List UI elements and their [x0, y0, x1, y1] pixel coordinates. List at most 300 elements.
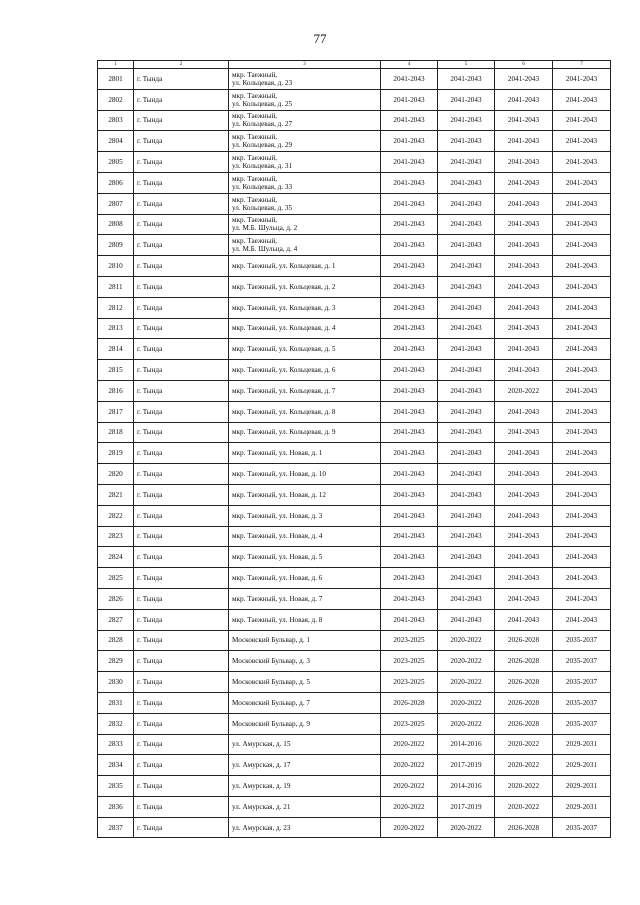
address-line: мкр. Таежный, — [232, 70, 278, 79]
address-line: мкр. Таежный, ул. Новая, д. 5 — [232, 553, 323, 562]
city-cell: г. Тында — [134, 69, 229, 90]
period-cell: 2041-2043 — [381, 443, 438, 464]
address-cell — [229, 692, 381, 713]
period-cell: 2041-2043 — [438, 568, 495, 589]
table-row — [98, 630, 611, 651]
column-header: 4 — [381, 61, 438, 69]
period-cell: 2041-2043 — [495, 131, 553, 152]
column-header: 2 — [134, 61, 229, 69]
address-line: мкр. Таежный, ул. Новая, д. 10 — [232, 470, 326, 479]
row-number: 2815 — [98, 360, 134, 381]
row-number: 2836 — [98, 796, 134, 817]
table-row — [98, 89, 611, 110]
period-cell: 2041-2043 — [438, 380, 495, 401]
city-cell: г. Тында — [134, 443, 229, 464]
period-cell: 2041-2043 — [438, 69, 495, 90]
city-cell: г. Тында — [134, 817, 229, 838]
city-cell: г. Тында — [134, 651, 229, 672]
row-number: 2809 — [98, 235, 134, 256]
period-cell: 2041-2043 — [438, 505, 495, 526]
period-cell: 2041-2043 — [495, 89, 553, 110]
row-number: 2832 — [98, 713, 134, 734]
row-number: 2808 — [98, 214, 134, 235]
period-cell: 2041-2043 — [495, 609, 553, 630]
period-cell: 2041-2043 — [381, 547, 438, 568]
city-cell: г. Тында — [134, 276, 229, 297]
city-cell: г. Тында — [134, 256, 229, 277]
row-number: 2807 — [98, 193, 134, 214]
address-line: ул. Кольцевая, д. 29 — [232, 141, 293, 150]
city-cell: г. Тында — [134, 422, 229, 443]
address-cell — [229, 380, 381, 401]
address-cell — [229, 547, 381, 568]
address-line: мкр. Таежный, ул. Новая, д. 7 — [232, 594, 323, 603]
period-cell: 2017-2019 — [438, 796, 495, 817]
city-cell: г. Тында — [134, 339, 229, 360]
table-row — [98, 69, 611, 90]
address-line: мкр. Таежный, ул. Новая, д. 8 — [232, 615, 323, 624]
table-row — [98, 193, 611, 214]
column-header: 6 — [495, 61, 553, 69]
period-cell: 2041-2043 — [381, 172, 438, 193]
row-number: 2823 — [98, 526, 134, 547]
period-cell: 2041-2043 — [438, 110, 495, 131]
period-cell: 2014-2016 — [438, 776, 495, 797]
period-cell: 2020-2022 — [381, 817, 438, 838]
address-line: мкр. Таежный, ул. Кольцевая, д. 4 — [232, 324, 336, 333]
period-cell: 2020-2022 — [495, 796, 553, 817]
address-table — [97, 60, 611, 838]
address-cell — [229, 734, 381, 755]
period-cell: 2041-2043 — [438, 609, 495, 630]
period-cell: 2041-2043 — [553, 276, 611, 297]
period-cell: 2041-2043 — [495, 484, 553, 505]
period-cell: 2014-2016 — [438, 734, 495, 755]
period-cell: 2041-2043 — [381, 318, 438, 339]
table-row — [98, 713, 611, 734]
city-cell: г. Тында — [134, 110, 229, 131]
period-cell: 2041-2043 — [553, 422, 611, 443]
city-cell: г. Тында — [134, 776, 229, 797]
address-cell — [229, 651, 381, 672]
period-cell: 2020-2022 — [495, 776, 553, 797]
address-cell — [229, 568, 381, 589]
period-cell: 2041-2043 — [438, 152, 495, 173]
row-number: 2834 — [98, 755, 134, 776]
row-number: 2821 — [98, 484, 134, 505]
period-cell: 2041-2043 — [553, 297, 611, 318]
city-cell: г. Тында — [134, 713, 229, 734]
period-cell: 2041-2043 — [381, 380, 438, 401]
address-line: мкр. Таежный, — [232, 133, 278, 142]
column-header: 3 — [229, 61, 381, 69]
city-cell: г. Тында — [134, 796, 229, 817]
period-cell: 2041-2043 — [553, 443, 611, 464]
row-number: 2812 — [98, 297, 134, 318]
address-cell — [229, 235, 381, 256]
table-body — [98, 69, 611, 838]
table-row — [98, 318, 611, 339]
period-cell: 2020-2022 — [381, 755, 438, 776]
address-cell — [229, 172, 381, 193]
table-row — [98, 817, 611, 838]
city-cell: г. Тында — [134, 755, 229, 776]
table-row — [98, 131, 611, 152]
address-line: мкр. Таежный, — [232, 216, 278, 225]
city-cell: г. Тында — [134, 672, 229, 693]
city-cell: г. Тында — [134, 172, 229, 193]
address-line: мкр. Таежный, ул. Кольцевая, д. 6 — [232, 366, 336, 375]
period-cell: 2041-2043 — [553, 256, 611, 277]
table-row — [98, 588, 611, 609]
city-cell: г. Тында — [134, 588, 229, 609]
row-number: 2835 — [98, 776, 134, 797]
city-cell: г. Тында — [134, 526, 229, 547]
row-number: 2816 — [98, 380, 134, 401]
period-cell: 2017-2019 — [438, 755, 495, 776]
period-cell: 2041-2043 — [553, 89, 611, 110]
city-cell: г. Тында — [134, 547, 229, 568]
city-cell: г. Тында — [134, 692, 229, 713]
table-row — [98, 484, 611, 505]
address-cell — [229, 256, 381, 277]
period-cell: 2041-2043 — [438, 547, 495, 568]
row-number: 2829 — [98, 651, 134, 672]
address-cell — [229, 672, 381, 693]
period-cell: 2026-2028 — [495, 651, 553, 672]
row-number: 2828 — [98, 630, 134, 651]
period-cell: 2041-2043 — [553, 547, 611, 568]
row-number: 2814 — [98, 339, 134, 360]
address-line: мкр. Таежный, ул. Кольцевая, д. 5 — [232, 345, 336, 354]
address-line: мкр. Таежный, ул. Кольцевая, д. 2 — [232, 282, 336, 291]
period-cell: 2035-2037 — [553, 672, 611, 693]
period-cell: 2020-2022 — [438, 630, 495, 651]
period-cell: 2041-2043 — [438, 214, 495, 235]
row-number: 2804 — [98, 131, 134, 152]
address-line: ул. Амурская, д. 23 — [232, 823, 291, 832]
period-cell: 2041-2043 — [381, 297, 438, 318]
city-cell: г. Тында — [134, 152, 229, 173]
period-cell: 2041-2043 — [381, 505, 438, 526]
period-cell: 2041-2043 — [495, 568, 553, 589]
period-cell: 2041-2043 — [438, 401, 495, 422]
period-cell: 2041-2043 — [438, 256, 495, 277]
period-cell: 2020-2022 — [495, 380, 553, 401]
city-cell: г. Тында — [134, 505, 229, 526]
period-cell: 2041-2043 — [553, 360, 611, 381]
table-row — [98, 172, 611, 193]
address-cell — [229, 796, 381, 817]
period-cell: 2041-2043 — [438, 235, 495, 256]
period-cell: 2041-2043 — [381, 360, 438, 381]
period-cell: 2041-2043 — [553, 526, 611, 547]
address-line: мкр. Таежный, ул. Кольцевая, д. 3 — [232, 303, 336, 312]
column-header: 7 — [553, 61, 611, 69]
period-cell: 2041-2043 — [438, 464, 495, 485]
period-cell: 2041-2043 — [553, 484, 611, 505]
address-line: мкр. Таежный, ул. Кольцевая, д. 9 — [232, 428, 336, 437]
row-number: 2826 — [98, 588, 134, 609]
table-row — [98, 568, 611, 589]
table-row — [98, 380, 611, 401]
row-number: 2802 — [98, 89, 134, 110]
period-cell: 2041-2043 — [495, 235, 553, 256]
header-row — [98, 61, 611, 69]
period-cell: 2026-2028 — [495, 672, 553, 693]
period-cell: 2029-2031 — [553, 755, 611, 776]
period-cell: 2041-2043 — [553, 214, 611, 235]
city-cell: г. Тында — [134, 214, 229, 235]
period-cell: 2041-2043 — [438, 131, 495, 152]
city-cell: г. Тында — [134, 235, 229, 256]
address-cell — [229, 817, 381, 838]
period-cell: 2041-2043 — [553, 152, 611, 173]
period-cell: 2041-2043 — [553, 464, 611, 485]
city-cell: г. Тында — [134, 318, 229, 339]
period-cell: 2041-2043 — [381, 89, 438, 110]
city-cell: г. Тында — [134, 401, 229, 422]
period-cell: 2041-2043 — [381, 526, 438, 547]
period-cell: 2041-2043 — [381, 568, 438, 589]
address-line: ул. Кольцевая, д. 31 — [232, 162, 293, 171]
address-line: ул. Амурская, д. 15 — [232, 740, 291, 749]
table-row — [98, 235, 611, 256]
row-number: 2810 — [98, 256, 134, 277]
period-cell: 2041-2043 — [495, 443, 553, 464]
address-cell — [229, 193, 381, 214]
period-cell: 2041-2043 — [553, 380, 611, 401]
address-line: мкр. Таежный, ул. Новая, д. 6 — [232, 574, 323, 583]
period-cell: 2035-2037 — [553, 713, 611, 734]
period-cell: 2041-2043 — [495, 69, 553, 90]
city-cell: г. Тында — [134, 89, 229, 110]
period-cell: 2026-2028 — [495, 817, 553, 838]
period-cell: 2041-2043 — [495, 276, 553, 297]
row-number: 2820 — [98, 464, 134, 485]
address-cell — [229, 89, 381, 110]
address-cell — [229, 505, 381, 526]
table-row — [98, 609, 611, 630]
address-cell — [229, 131, 381, 152]
city-cell: г. Тында — [134, 464, 229, 485]
period-cell: 2029-2031 — [553, 776, 611, 797]
period-cell: 2041-2043 — [495, 464, 553, 485]
city-cell: г. Тында — [134, 484, 229, 505]
table-row — [98, 214, 611, 235]
period-cell: 2023-2025 — [381, 630, 438, 651]
address-line: Московский Бульвар, д. 7 — [232, 698, 311, 707]
table-row — [98, 526, 611, 547]
period-cell: 2041-2043 — [553, 401, 611, 422]
address-line: Московский Бульвар, д. 1 — [232, 636, 311, 645]
period-cell: 2035-2037 — [553, 692, 611, 713]
period-cell: 2041-2043 — [495, 297, 553, 318]
table-row — [98, 464, 611, 485]
period-cell: 2041-2043 — [495, 360, 553, 381]
address-cell — [229, 484, 381, 505]
table-row — [98, 505, 611, 526]
address-line: мкр. Таежный, — [232, 174, 278, 183]
address-line: Московский Бульвар, д. 9 — [232, 719, 311, 728]
period-cell: 2041-2043 — [381, 422, 438, 443]
period-cell: 2041-2043 — [381, 235, 438, 256]
city-cell: г. Тында — [134, 609, 229, 630]
period-cell: 2041-2043 — [553, 110, 611, 131]
period-cell: 2041-2043 — [381, 131, 438, 152]
period-cell: 2041-2043 — [495, 505, 553, 526]
row-number: 2819 — [98, 443, 134, 464]
period-cell: 2041-2043 — [438, 484, 495, 505]
table-row — [98, 443, 611, 464]
period-cell: 2041-2043 — [553, 131, 611, 152]
address-line: ул. Амурская, д. 17 — [232, 761, 291, 770]
city-cell: г. Тында — [134, 193, 229, 214]
row-number: 2817 — [98, 401, 134, 422]
city-cell: г. Тында — [134, 568, 229, 589]
period-cell: 2020-2022 — [495, 755, 553, 776]
column-header: 5 — [438, 61, 495, 69]
period-cell: 2041-2043 — [381, 484, 438, 505]
period-cell: 2020-2022 — [495, 734, 553, 755]
period-cell: 2020-2022 — [438, 817, 495, 838]
row-number: 2831 — [98, 692, 134, 713]
row-number: 2833 — [98, 734, 134, 755]
period-cell: 2041-2043 — [495, 422, 553, 443]
period-cell: 2041-2043 — [381, 276, 438, 297]
column-header: 1 — [98, 61, 134, 69]
period-cell: 2026-2028 — [495, 692, 553, 713]
address-line: мкр. Таежный, ул. Новая, д. 12 — [232, 490, 326, 499]
period-cell: 2020-2022 — [381, 776, 438, 797]
period-cell: 2020-2022 — [438, 651, 495, 672]
period-cell: 2041-2043 — [381, 339, 438, 360]
period-cell: 2041-2043 — [495, 152, 553, 173]
table-row — [98, 276, 611, 297]
period-cell: 2041-2043 — [495, 110, 553, 131]
address-line: ул. Кольцевая, д. 27 — [232, 120, 293, 129]
address-cell — [229, 110, 381, 131]
table-row — [98, 110, 611, 131]
period-cell: 2026-2028 — [495, 713, 553, 734]
period-cell: 2041-2043 — [438, 193, 495, 214]
address-line: ул. Кольцевая, д. 33 — [232, 182, 293, 191]
period-cell: 2041-2043 — [553, 235, 611, 256]
row-number: 2825 — [98, 568, 134, 589]
row-number: 2806 — [98, 172, 134, 193]
period-cell: 2041-2043 — [438, 422, 495, 443]
address-line: мкр. Таежный, ул. Новая, д. 1 — [232, 449, 323, 458]
address-cell — [229, 776, 381, 797]
address-line: ул. Кольцевая, д. 25 — [232, 99, 293, 108]
table-row — [98, 692, 611, 713]
address-line: мкр. Таежный, ул. Кольцевая, д. 1 — [232, 262, 336, 271]
period-cell: 2041-2043 — [438, 360, 495, 381]
address-line: Московский Бульвар, д. 3 — [232, 657, 311, 666]
address-cell — [229, 588, 381, 609]
address-line: Московский Бульвар, д. 5 — [232, 678, 311, 686]
address-line: мкр. Таежный, ул. Новая, д. 4 — [232, 532, 323, 541]
table-row — [98, 152, 611, 173]
table-row — [98, 339, 611, 360]
table-row — [98, 651, 611, 672]
period-cell: 2041-2043 — [381, 588, 438, 609]
row-number: 2803 — [98, 110, 134, 131]
table-row — [98, 401, 611, 422]
period-cell: 2041-2043 — [495, 401, 553, 422]
period-cell: 2041-2043 — [438, 588, 495, 609]
address-line: мкр. Таежный, — [232, 237, 278, 246]
row-number: 2837 — [98, 817, 134, 838]
row-number: 2827 — [98, 609, 134, 630]
period-cell: 2041-2043 — [438, 89, 495, 110]
period-cell: 2041-2043 — [553, 69, 611, 90]
address-cell — [229, 609, 381, 630]
period-cell: 2023-2025 — [381, 713, 438, 734]
row-number: 2818 — [98, 422, 134, 443]
table-row — [98, 422, 611, 443]
period-cell: 2041-2043 — [495, 214, 553, 235]
period-cell: 2035-2037 — [553, 630, 611, 651]
address-line: ул. М.Б. Шульца, д. 2 — [232, 224, 298, 233]
period-cell: 2041-2043 — [438, 297, 495, 318]
period-cell: 2041-2043 — [553, 318, 611, 339]
period-cell: 2035-2037 — [553, 651, 611, 672]
period-cell: 2023-2025 — [381, 651, 438, 672]
period-cell: 2023-2025 — [381, 672, 438, 693]
period-cell: 2041-2043 — [381, 152, 438, 173]
address-cell — [229, 401, 381, 422]
period-cell: 2020-2022 — [438, 692, 495, 713]
address-line: мкр. Таежный, ул. Кольцевая, д. 7 — [232, 386, 336, 395]
address-cell — [229, 526, 381, 547]
period-cell: 2041-2043 — [553, 588, 611, 609]
page-number: 77 — [313, 31, 327, 46]
row-number: 2811 — [98, 276, 134, 297]
table-row — [98, 547, 611, 568]
table-row — [98, 734, 611, 755]
address-cell — [229, 755, 381, 776]
period-cell: 2041-2043 — [438, 526, 495, 547]
period-cell: 2041-2043 — [381, 193, 438, 214]
period-cell: 2041-2043 — [438, 443, 495, 464]
table-row — [98, 297, 611, 318]
period-cell: 2041-2043 — [381, 214, 438, 235]
address-cell — [229, 276, 381, 297]
address-cell — [229, 152, 381, 173]
address-cell — [229, 713, 381, 734]
table-row — [98, 672, 611, 693]
period-cell: 2041-2043 — [495, 193, 553, 214]
table-row — [98, 755, 611, 776]
address-line: ул. Кольцевая, д. 35 — [232, 203, 293, 212]
address-cell — [229, 464, 381, 485]
address-line: мкр. Таежный, ул. Новая, д. 3 — [232, 511, 323, 520]
address-line: ул. Амурская, д. 21 — [232, 802, 291, 811]
address-cell — [229, 339, 381, 360]
period-cell: 2041-2043 — [381, 256, 438, 277]
period-cell: 2020-2022 — [381, 796, 438, 817]
period-cell: 2041-2043 — [381, 464, 438, 485]
period-cell: 2020-2022 — [438, 713, 495, 734]
period-cell: 2041-2043 — [495, 172, 553, 193]
address-line: мкр. Таежный, — [232, 154, 278, 163]
address-line: ул. М.Б. Шульца, д. 4 — [232, 245, 298, 254]
period-cell: 2029-2031 — [553, 796, 611, 817]
address-cell — [229, 318, 381, 339]
address-line: мкр. Таежный, — [232, 195, 278, 204]
period-cell: 2041-2043 — [553, 505, 611, 526]
